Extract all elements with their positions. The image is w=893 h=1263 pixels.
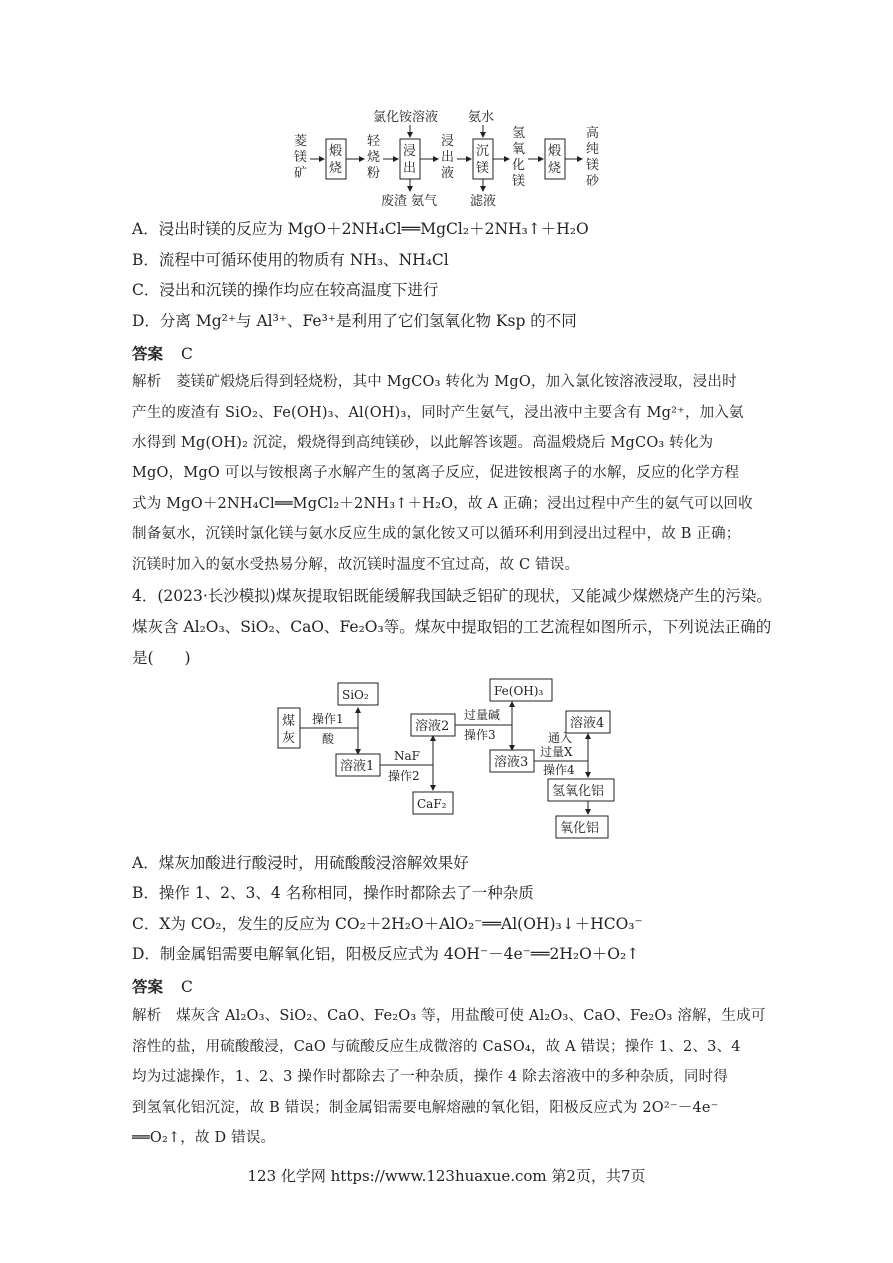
- q3-option-c: C．浸出和沉镁的操作均应在较高温度下进行: [132, 281, 439, 299]
- flow2-op3: 操作3: [464, 728, 496, 742]
- flow2-excess-x: 过量X: [540, 745, 573, 759]
- flow1-reagent1: 氯化铵溶液: [373, 110, 439, 125]
- flow2-op4: 操作4: [543, 763, 575, 777]
- svg-text:液: 液: [441, 166, 455, 181]
- q4-analysis-line: ══O₂↑，故 D 错误。: [132, 1130, 276, 1146]
- svg-text:出: 出: [441, 150, 455, 165]
- flow2-op2: 操作2: [388, 769, 420, 783]
- q3-analysis-line: 水得到 Mg(OH)₂ 沉淀，煅烧得到高纯镁砂，以此解答该题。高温煅烧后 MgCO₃ 转化为: [132, 435, 714, 451]
- svg-text:出: 出: [403, 161, 417, 176]
- q3-analysis-line: 产生的废渣有 SiO₂、Fe(OH)₃、Al(OH)₃，同时产生氨气，浸出液中主要含有 Mg²⁺，加入氨: [132, 405, 744, 421]
- flow1-raw-2: 镁: [294, 150, 308, 165]
- flow2-feoh3: Fe(OH)₃: [494, 684, 544, 698]
- q3-answer-value: C: [181, 345, 193, 363]
- q3-analysis-line: 解析 菱镁矿煅烧后得到轻烧粉，其中 MgCO₃ 转化为 MgO，加入氯化铵溶液浸取，浸出时: [132, 374, 737, 390]
- svg-text:轻: 轻: [367, 134, 381, 149]
- q4-analysis-line: 到氢氧化铝沉淀，故 B 错误；制金属铝需要电解熔融的氧化铝，阳极反应式为 2O²⁻－4e⁻: [132, 1100, 719, 1116]
- flow2-op1: 操作1: [312, 712, 344, 726]
- q4-stem-line: 是( ): [132, 649, 191, 667]
- svg-text:浸: 浸: [441, 134, 455, 149]
- flow2-caf2: CaF₂: [417, 797, 447, 811]
- svg-text:纯: 纯: [586, 142, 600, 157]
- q4-analysis-line: 均为过滤操作，1、2、3 操作时都除去了一种杂质，操作 4 除去溶液中的多种杂质，同时得: [132, 1069, 729, 1085]
- q4-answer-value: C: [181, 978, 193, 996]
- q4-stem-line: 煤灰含 Al₂O₃、SiO₂、CaO、Fe₂O₃等。煤灰中提取铝的工艺流程如图所示，下列说法正确的: [132, 618, 772, 636]
- svg-text:氢: 氢: [512, 126, 526, 141]
- q3-answer-label: 答案: [132, 344, 164, 363]
- q3-analysis-line: MgO，MgO 可以与铵根离子水解产生的氢离子反应，促进铵根离子的水解，反应的化学方程: [132, 465, 740, 481]
- q3-answer: [132, 342, 193, 364]
- svg-text:镁: 镁: [476, 161, 490, 176]
- flow2-al2o3: 氧化铝: [560, 821, 600, 836]
- flow1-raw-1: 菱: [294, 134, 308, 149]
- svg-text:氧: 氧: [512, 142, 526, 157]
- svg-text:烧: 烧: [548, 161, 562, 176]
- page-footer: 123 化学网 https://www.123huaxue.com 第2页，共7页: [247, 1167, 646, 1185]
- flow2-sol1: 溶液1: [340, 759, 375, 774]
- flow2-excess-base: 过量碱: [464, 708, 501, 722]
- q4-stem-line: 4．(2023·长沙模拟)煤灰提取铝既能缓解我国缺乏铝矿的现状，又能减少煤燃烧产生的污染。: [132, 587, 772, 605]
- svg-text:镁: 镁: [586, 158, 600, 173]
- flowchart-1: [280, 105, 620, 210]
- q3-analysis-line: 式为 MgO＋2NH₄Cl══MgCl₂＋2NH₃↑＋H₂O，故 A 正确；浸出过程中产生的氨气可以回收: [132, 496, 753, 512]
- flow2-sol4: 溶液4: [570, 716, 605, 731]
- flow1-byproduct2: 滤液: [470, 194, 497, 209]
- svg-text:镁: 镁: [512, 174, 526, 189]
- flow2-sol2: 溶液2: [415, 719, 450, 734]
- q3-analysis-line: 制备氨水，沉镁时氯化镁与氨水反应生成的氯化铵又可以循环利用到浸出过程中，故 B 正确；: [132, 526, 741, 542]
- flow2-coal-1: 煤: [282, 714, 296, 729]
- svg-text:煅: 煅: [329, 144, 343, 159]
- q4-option-d: D．制金属铝需要电解氧化铝，阳极反应式为 4OH⁻－4e⁻══2H₂O＋O₂↑: [132, 945, 640, 963]
- svg-text:砂: 砂: [586, 174, 600, 189]
- svg-text:粉: 粉: [367, 166, 381, 181]
- q4-analysis-line: 解析 煤灰含 Al₂O₃、SiO₂、CaO、Fe₂O₃ 等，用盐酸可使 Al₂O₃、CaO、Fe₂O₃ 溶解，生成可: [132, 1008, 766, 1024]
- flow2-aloh3: 氢氧化铝: [552, 784, 605, 799]
- flow2-naf: NaF: [394, 749, 420, 763]
- flow1-raw-3: 矿: [294, 166, 308, 181]
- svg-text:高: 高: [586, 126, 600, 141]
- flow2-sol3: 溶液3: [494, 755, 529, 770]
- svg-text:烧: 烧: [329, 161, 343, 176]
- svg-text:化: 化: [512, 158, 526, 173]
- flowchart-2: [268, 676, 628, 846]
- q4-answer: [132, 975, 193, 997]
- flow1-byproducts: 废渣 氨气: [381, 194, 438, 209]
- flow2-acid: 酸: [322, 732, 335, 746]
- flow2-coal-2: 灰: [282, 731, 296, 746]
- q3-option-d: D．分离 Mg²⁺与 Al³⁺、Fe³⁺是利用了它们氢氧化物 Ksp 的不同: [132, 312, 577, 330]
- q3-analysis-line: 沉镁时加入的氨水受热易分解，故沉镁时温度不宜过高，故 C 错误。: [132, 557, 580, 573]
- flow2-pass-in: 通入: [548, 731, 573, 745]
- q4-option-a: A．煤灰加酸进行酸浸时，用硫酸酸浸溶解效果好: [132, 854, 469, 872]
- q4-option-c: C．X为 CO₂，发生的反应为 CO₂＋2H₂O＋AlO₂⁻══Al(OH)₃↓＋HCO₃⁻: [132, 915, 643, 933]
- svg-text:浸: 浸: [403, 144, 417, 159]
- svg-text:烧: 烧: [367, 150, 381, 165]
- flow2-sio2: SiO₂: [342, 688, 369, 702]
- svg-text:沉: 沉: [476, 144, 490, 159]
- q4-option-b: B．操作 1、2、3、4 名称相同，操作时都除去了一种杂质: [132, 884, 534, 902]
- q4-analysis-line: 溶性的盐，用硫酸酸浸，CaO 与硫酸反应生成微溶的 CaSO₄，故 A 错误；操作 1、2、3、4: [132, 1039, 741, 1055]
- svg-text:煅: 煅: [548, 144, 562, 159]
- q4-answer-label: 答案: [132, 977, 164, 996]
- q3-option-a: A．浸出时镁的反应为 MgO＋2NH₄Cl══MgCl₂＋2NH₃↑＋H₂O: [132, 220, 589, 238]
- q3-option-b: B．流程中可循环使用的物质有 NH₃、NH₄Cl: [132, 251, 449, 269]
- flow1-reagent2: 氨水: [468, 110, 495, 125]
